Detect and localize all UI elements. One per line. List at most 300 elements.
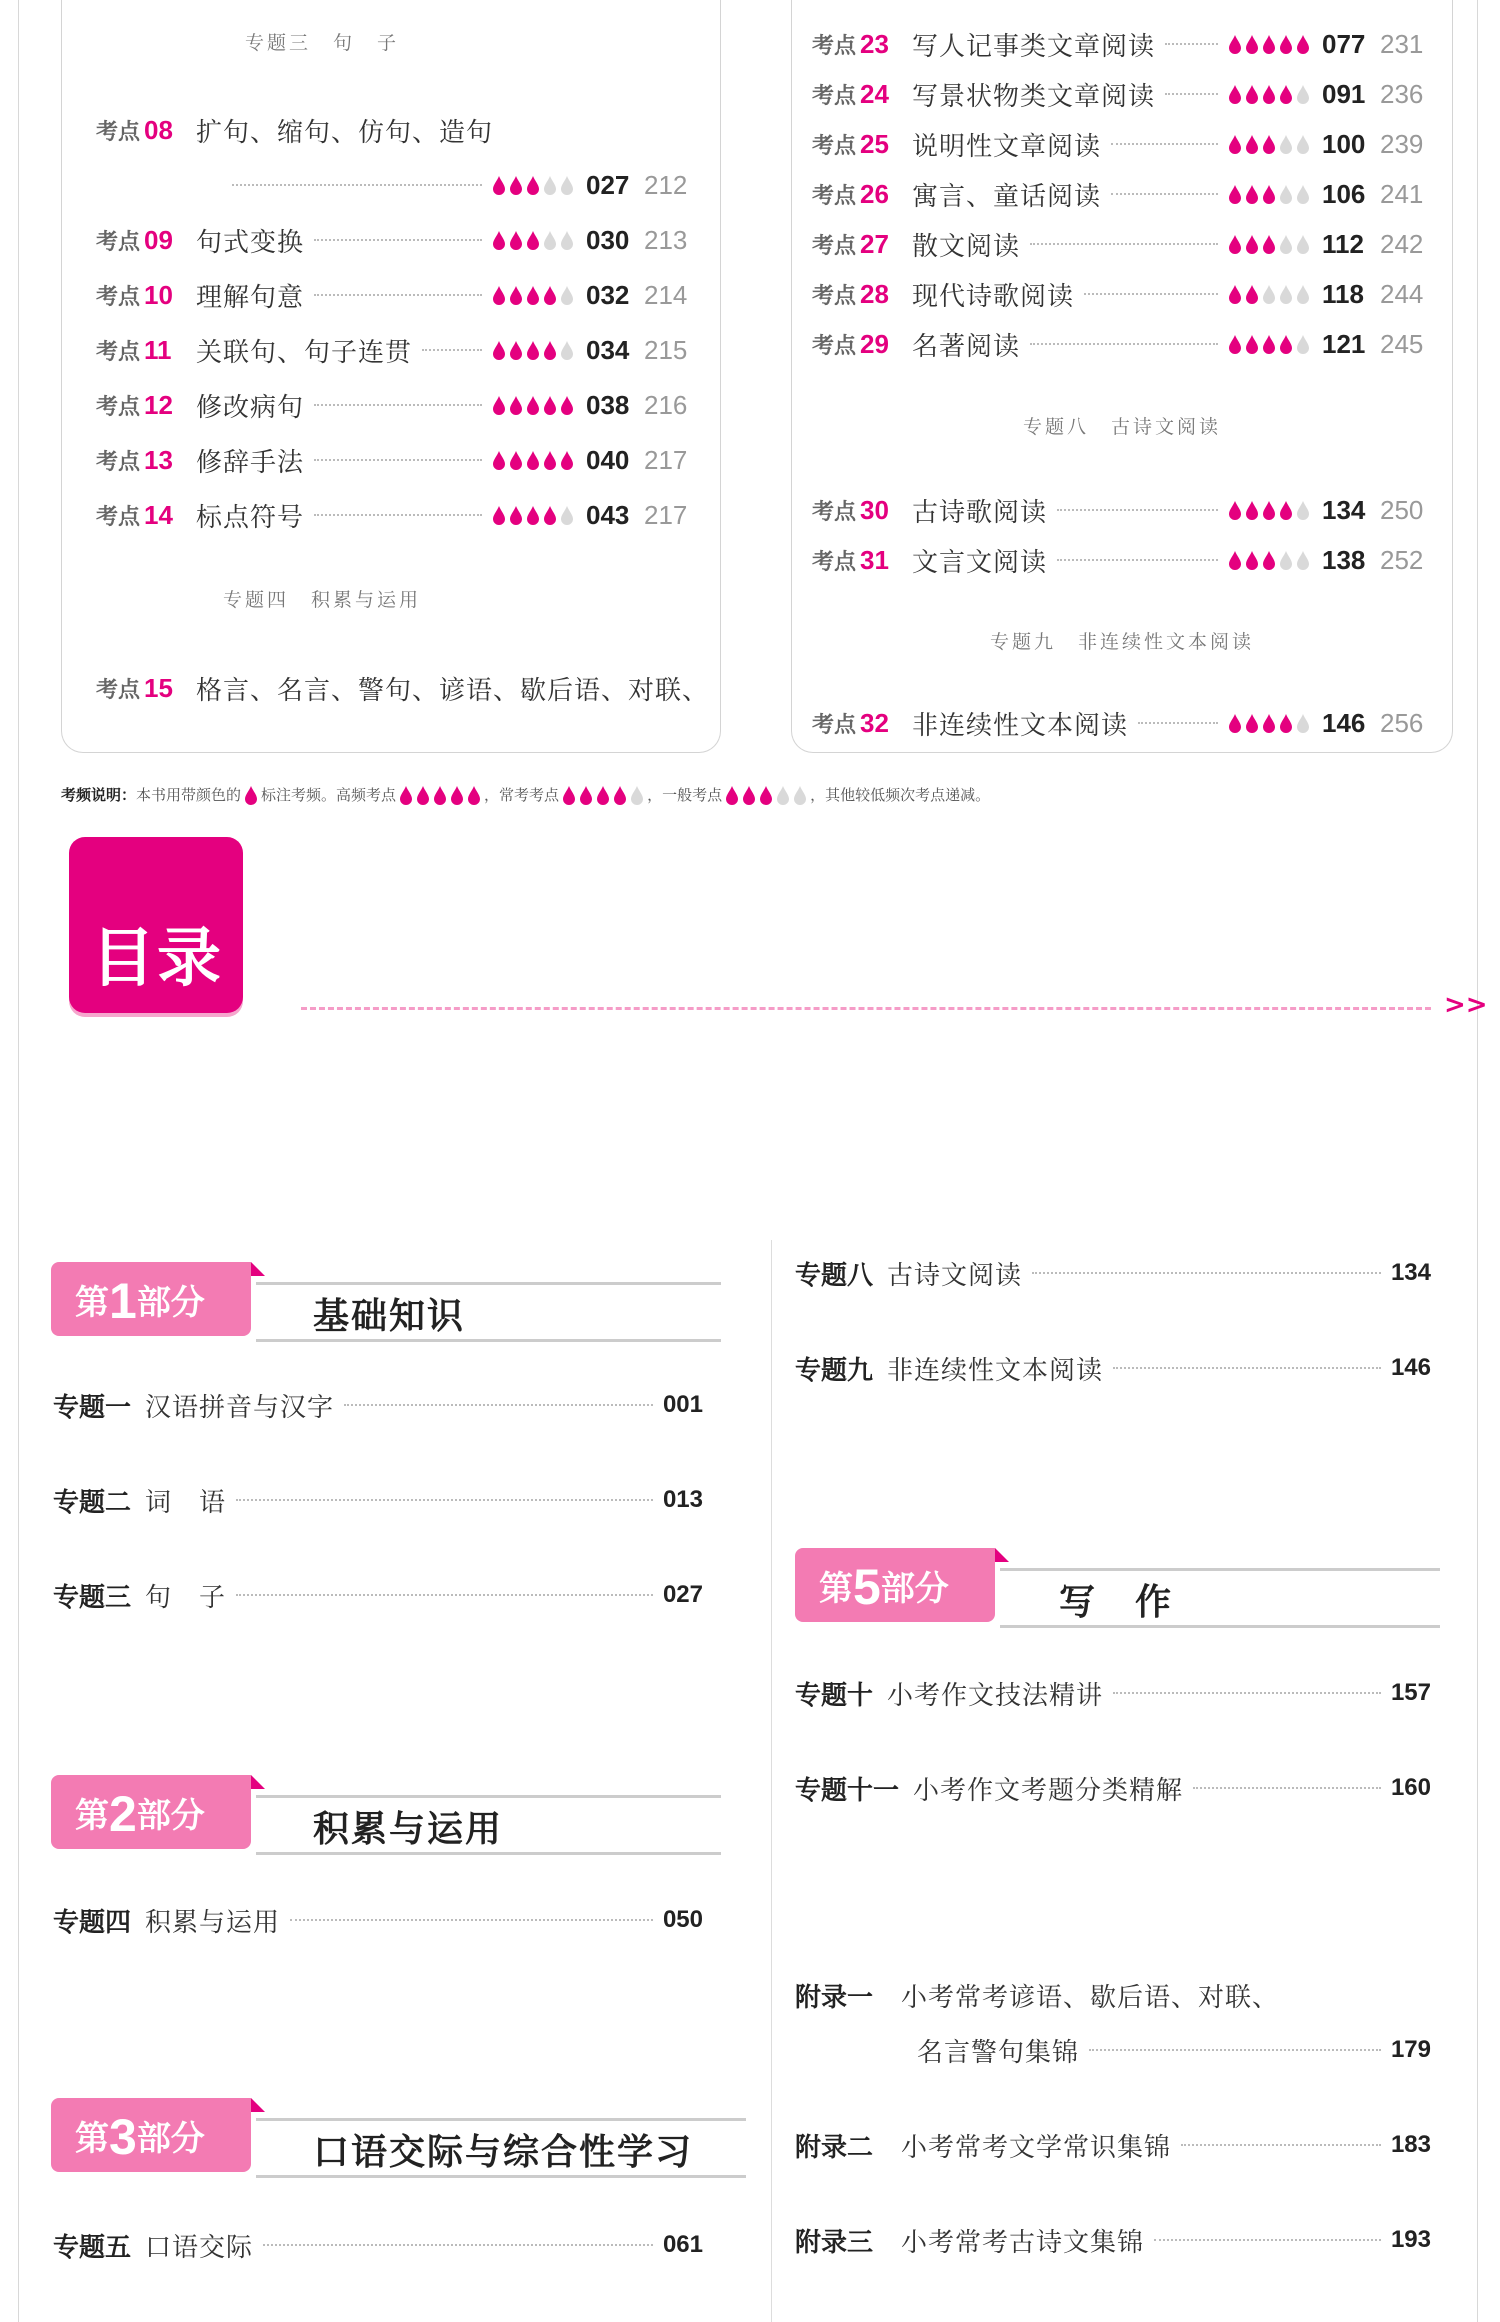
item-name: 名著阅读 [912, 331, 1021, 362]
drop-icon-empty [1296, 550, 1310, 570]
part-tab [51, 2098, 251, 2172]
appendix-name: 名言警句集锦 [917, 2037, 1080, 2068]
toc-entry[interactable] [53, 1900, 703, 1940]
drop-icon-filled [1245, 284, 1259, 304]
drop-icon-filled [526, 230, 540, 250]
appendix-label: 附录一 [795, 1982, 874, 2013]
part-header [51, 2098, 751, 2178]
drop-icon-filled [433, 785, 447, 805]
answer-page-number: 213 [644, 224, 688, 255]
item-number: 09 [144, 224, 173, 255]
drop-icon-filled [450, 785, 464, 805]
legend-label: 考频说明： [61, 786, 137, 804]
item-prefix: 考点 [812, 183, 857, 209]
item-number: 12 [144, 389, 173, 420]
item-name: 修辞手法 [196, 447, 305, 478]
toc-entry[interactable] [795, 1253, 1431, 1293]
list-item[interactable] [812, 490, 1432, 530]
drop-icon-filled [1228, 713, 1242, 733]
part-label: 第5部分 [819, 1559, 949, 1615]
drop-icon-filled [1228, 550, 1242, 570]
tab-corner [251, 1262, 265, 1276]
drop-icon-empty [1296, 84, 1310, 104]
leader-dots [236, 1499, 653, 1501]
page-number: 001 [662, 1391, 703, 1418]
drop-icon-empty [1279, 184, 1293, 204]
page-sheet [18, 0, 1488, 2322]
topic-name: 小考作文考题分类精解 [913, 1775, 1184, 1806]
topic-label: 专题二 [53, 1487, 132, 1518]
appendix-name: 小考常考文学常识集锦 [901, 2132, 1172, 2163]
part-header [795, 1548, 1445, 1628]
item-prefix: 考点 [812, 233, 857, 259]
drop-icon-filled [1228, 334, 1242, 354]
part-tab [795, 1548, 995, 1622]
item-number: 25 [860, 128, 889, 159]
page-number: 121 [1322, 328, 1366, 359]
drop-icon-filled [1245, 234, 1259, 254]
frequency-rating [1228, 184, 1310, 204]
list-item[interactable] [812, 24, 1432, 64]
answer-page-number: 239 [1380, 128, 1424, 159]
drop-icon-filled [509, 450, 523, 470]
list-item[interactable] [812, 274, 1432, 314]
drop-icon-empty [543, 175, 557, 195]
topic-name: 口语交际 [145, 2232, 254, 2263]
drop-icon-filled [543, 450, 557, 470]
toc-entry[interactable] [795, 1673, 1431, 1713]
list-item[interactable] [812, 174, 1432, 214]
drop-icon-empty [793, 785, 807, 805]
toc-entry[interactable] [795, 1975, 1431, 2015]
legend-text: ，常考考点 [484, 786, 560, 804]
topic-name: 句 子 [145, 1582, 227, 1613]
legend-rating-normal [725, 785, 807, 805]
drop-icon-empty [1262, 284, 1276, 304]
frequency-rating [1228, 34, 1310, 54]
drop-icon-empty [1296, 284, 1310, 304]
drop-icon-empty [1296, 500, 1310, 520]
list-item-continued[interactable] [222, 165, 696, 205]
drop-icon-filled [1245, 134, 1259, 154]
item-name: 修改病句 [196, 392, 305, 423]
leader-dots [232, 184, 482, 186]
answer-page-number: 252 [1380, 544, 1424, 575]
drop-icon-filled [526, 340, 540, 360]
list-item[interactable] [96, 275, 696, 315]
list-item[interactable] [812, 540, 1432, 580]
legend-text: ，一般考点 [647, 786, 723, 804]
drop-icon-filled [1245, 550, 1259, 570]
toc-entry[interactable] [795, 2125, 1431, 2165]
drop-icon-empty [1296, 713, 1310, 733]
leader-dots [1154, 2239, 1381, 2241]
drop-icon-filled [492, 175, 506, 195]
leader-dots [1032, 1272, 1381, 1274]
page-number: 030 [586, 224, 630, 255]
frequency-rating [492, 285, 574, 305]
item-number: 24 [860, 78, 889, 109]
item-prefix: 考点 [812, 333, 857, 359]
frequency-rating [1228, 500, 1310, 520]
drop-icon-empty [776, 785, 790, 805]
item-number: 30 [860, 494, 889, 525]
list-item[interactable] [96, 330, 696, 370]
answer-page-number: 256 [1380, 707, 1424, 738]
column-divider [771, 1240, 772, 2322]
frequency-rating [492, 450, 574, 470]
legend-rating-common [562, 785, 644, 805]
drop-icon-filled [1228, 234, 1242, 254]
item-name: 寓言、童话阅读 [912, 181, 1102, 212]
answer-page-number: 217 [644, 499, 688, 530]
drop-icon-filled [526, 285, 540, 305]
part-header [51, 1262, 721, 1342]
leader-dots [1165, 43, 1218, 45]
right-topic-box [791, 0, 1453, 753]
item-prefix: 考点 [96, 229, 141, 255]
topic-name: 词 语 [145, 1487, 227, 1518]
answer-page-number: 241 [1380, 178, 1424, 209]
part-title: 基础知识 [313, 1296, 466, 1337]
answer-page-number: 217 [644, 444, 688, 475]
part-label: 第3部分 [75, 2109, 205, 2165]
page-number: 027 [662, 1581, 703, 1608]
answer-page-number: 250 [1380, 494, 1424, 525]
page-number: 106 [1322, 178, 1366, 209]
item-name: 散文阅读 [912, 231, 1021, 262]
list-item[interactable] [812, 224, 1432, 264]
page-number: 034 [586, 334, 630, 365]
drop-icon-filled [1262, 184, 1276, 204]
toc-entry[interactable] [53, 1385, 703, 1425]
item-name: 扩句、缩句、仿句、造句 [196, 117, 494, 148]
frequency-rating [1228, 84, 1310, 104]
drop-icon-filled [543, 285, 557, 305]
drop-icon-empty [1279, 284, 1293, 304]
drop-icon-filled [1245, 184, 1259, 204]
frequency-rating [1228, 713, 1310, 733]
item-prefix: 考点 [812, 33, 857, 59]
dashed-divider [301, 1007, 1431, 1010]
list-item[interactable] [96, 495, 696, 535]
drop-icon-filled [1228, 184, 1242, 204]
drop-icon-filled [742, 785, 756, 805]
drop-icon-empty [1296, 334, 1310, 354]
item-prefix: 考点 [812, 83, 857, 109]
leader-dots [314, 459, 482, 461]
item-prefix: 考点 [96, 394, 141, 420]
answer-page-number: 216 [644, 389, 688, 420]
item-prefix: 考点 [812, 499, 857, 525]
toc-entry[interactable] [795, 1348, 1431, 1388]
frequency-rating [1228, 550, 1310, 570]
legend-drop-icon [244, 785, 258, 805]
drop-icon-empty [1296, 134, 1310, 154]
page-number: 027 [586, 169, 630, 200]
drop-icon-filled [1228, 34, 1242, 54]
drop-icon-empty [543, 230, 557, 250]
drop-icon-filled [399, 785, 413, 805]
drop-icon-filled [560, 450, 574, 470]
leader-dots [1111, 193, 1218, 195]
frequency-rating [492, 505, 574, 525]
toc-entry-continued[interactable] [917, 2030, 1431, 2070]
page-number: 146 [1322, 707, 1366, 738]
list-item[interactable] [96, 668, 716, 708]
part-title: 写 作 [1059, 1582, 1174, 1623]
item-number: 11 [144, 334, 172, 365]
item-number: 15 [144, 672, 173, 703]
list-item[interactable] [96, 110, 696, 150]
drop-icon-filled [509, 230, 523, 250]
toc-entry[interactable] [53, 1575, 703, 1615]
frequency-rating [492, 395, 574, 415]
frequency-rating [1228, 134, 1310, 154]
section-subhead: 专题九 非连续性文本阅读 [989, 631, 1254, 653]
topic-name: 汉语拼音与汉字 [145, 1392, 335, 1423]
section-subhead: 专题八 古诗文阅读 [1022, 416, 1221, 438]
page-number: 013 [662, 1486, 703, 1513]
drop-icon-filled [509, 395, 523, 415]
toc-entry[interactable] [795, 1768, 1431, 1808]
frequency-rating [1228, 334, 1310, 354]
drop-icon-filled [543, 505, 557, 525]
answer-page-number: 215 [644, 334, 688, 365]
drop-icon-empty [560, 230, 574, 250]
leader-dots [314, 404, 482, 406]
drop-icon-filled [1228, 134, 1242, 154]
section-subhead: 专题三 句 子 [244, 32, 399, 54]
drop-icon-filled [1279, 334, 1293, 354]
topic-label: 专题三 [53, 1582, 132, 1613]
page-number: 043 [586, 499, 630, 530]
frequency-rating [1228, 234, 1310, 254]
drop-icon-filled [492, 285, 506, 305]
item-prefix: 考点 [812, 712, 857, 738]
leader-dots [1113, 1367, 1381, 1369]
list-item[interactable] [96, 220, 696, 260]
page-number: 134 [1390, 1259, 1431, 1286]
list-item[interactable] [812, 324, 1432, 364]
leader-dots [1193, 1787, 1381, 1789]
item-name: 句式变换 [196, 227, 305, 258]
leader-dots [1113, 1692, 1381, 1694]
drop-icon-filled [492, 230, 506, 250]
page-number: 134 [1322, 494, 1366, 525]
page-number: 138 [1322, 544, 1366, 575]
item-prefix: 考点 [96, 119, 141, 145]
item-name: 标点符号 [196, 502, 305, 533]
leader-dots [1084, 293, 1218, 295]
item-number: 10 [144, 279, 173, 310]
item-prefix: 考点 [812, 549, 857, 575]
page-number: 040 [586, 444, 630, 475]
item-number: 26 [860, 178, 889, 209]
drop-icon-filled [759, 785, 773, 805]
list-item[interactable] [812, 703, 1432, 743]
page-number: 118 [1322, 278, 1364, 309]
double-arrow-icon: >> [1444, 990, 1488, 1020]
legend-text: 标注考频。高频考点 [261, 786, 397, 804]
leader-dots [236, 1594, 653, 1596]
leader-dots [1138, 722, 1218, 724]
drop-icon-filled [543, 340, 557, 360]
drop-icon-filled [1279, 500, 1293, 520]
topic-label: 专题十一 [795, 1775, 900, 1806]
topic-label: 专题五 [53, 2232, 132, 2263]
drop-icon-filled [596, 785, 610, 805]
drop-icon-empty [1279, 134, 1293, 154]
page-number: 077 [1322, 28, 1366, 59]
appendix-label: 附录二 [795, 2132, 874, 2163]
leader-dots [263, 2244, 653, 2246]
page-number: 179 [1390, 2036, 1431, 2063]
list-item[interactable] [96, 440, 696, 480]
item-number: 23 [860, 28, 889, 59]
item-prefix: 考点 [96, 504, 141, 530]
item-prefix: 考点 [812, 133, 857, 159]
topic-label: 专题八 [795, 1260, 874, 1291]
item-prefix: 考点 [96, 339, 141, 365]
page-number: 157 [1390, 1679, 1431, 1706]
section-subhead: 专题四 积累与运用 [222, 589, 421, 611]
frequency-legend [61, 784, 990, 805]
drop-icon-filled [1245, 84, 1259, 104]
page-number: 160 [1390, 1774, 1431, 1801]
drop-icon-filled [244, 785, 258, 805]
drop-icon-filled [1262, 234, 1276, 254]
frequency-rating [492, 230, 574, 250]
leader-dots [1057, 559, 1218, 561]
item-prefix: 考点 [96, 449, 141, 475]
answer-page-number: 244 [1380, 278, 1424, 309]
drop-icon-filled [1262, 84, 1276, 104]
legend-rating-high [399, 785, 481, 805]
item-number: 32 [860, 707, 889, 738]
item-prefix: 考点 [96, 677, 141, 703]
item-name: 理解句意 [196, 282, 305, 313]
item-prefix: 考点 [812, 283, 857, 309]
contents-badge [69, 837, 243, 1013]
drop-icon-filled [1228, 500, 1242, 520]
leader-dots [1181, 2144, 1381, 2146]
leader-dots [1165, 93, 1218, 95]
drop-icon-filled [1262, 334, 1276, 354]
page-number: 100 [1322, 128, 1366, 159]
legend-text: ，其他较低频次考点递减。 [810, 786, 991, 804]
leader-dots [1030, 343, 1218, 345]
item-number: 29 [860, 328, 889, 359]
topic-name: 积累与运用 [145, 1907, 281, 1938]
leader-dots [314, 514, 482, 516]
drop-icon-filled [725, 785, 739, 805]
drop-icon-filled [1245, 500, 1259, 520]
drop-icon-filled [492, 395, 506, 415]
topic-name: 古诗文阅读 [887, 1260, 1023, 1291]
drop-icon-filled [467, 785, 481, 805]
drop-icon-filled [1262, 134, 1276, 154]
drop-icon-filled [526, 395, 540, 415]
leader-dots [1111, 143, 1218, 145]
toc-entry[interactable] [53, 1480, 703, 1520]
drop-icon-filled [492, 505, 506, 525]
item-name: 非连续性文本阅读 [912, 710, 1129, 741]
drop-icon-filled [1245, 713, 1259, 733]
page-number: 050 [662, 1906, 703, 1933]
part-title: 积累与运用 [313, 1809, 504, 1850]
drop-icon-filled [1262, 713, 1276, 733]
topic-label: 专题十 [795, 1680, 874, 1711]
topic-label: 专题九 [795, 1355, 874, 1386]
toc-entry[interactable] [53, 2225, 703, 2265]
answer-page-number: 214 [644, 279, 688, 310]
answer-page-number: 245 [1380, 328, 1424, 359]
drop-icon-empty [560, 505, 574, 525]
item-name: 现代诗歌阅读 [912, 281, 1075, 312]
item-number: 27 [860, 228, 889, 259]
drop-icon-filled [1279, 713, 1293, 733]
tab-corner [251, 1775, 265, 1789]
drop-icon-filled [416, 785, 430, 805]
list-item[interactable] [812, 74, 1432, 114]
answer-page-number: 212 [644, 169, 688, 200]
drop-icon-filled [509, 505, 523, 525]
leader-dots [422, 349, 482, 351]
drop-icon-filled [543, 395, 557, 415]
tab-corner [995, 1548, 1009, 1562]
item-name: 文言文阅读 [912, 547, 1048, 578]
legend-text: 本书用带颜色的 [136, 786, 242, 804]
list-item[interactable] [812, 124, 1432, 164]
drop-icon-empty [1296, 234, 1310, 254]
drop-icon-filled [1245, 334, 1259, 354]
drop-icon-empty [630, 785, 644, 805]
part-label: 第1部分 [75, 1273, 205, 1329]
leader-dots [344, 1404, 653, 1406]
part-label: 第2部分 [75, 1786, 205, 1842]
answer-page-number: 242 [1380, 228, 1424, 259]
leader-dots [1030, 243, 1218, 245]
drop-icon-filled [509, 340, 523, 360]
frequency-rating [1228, 284, 1310, 304]
item-number: 28 [860, 278, 889, 309]
page-number: 091 [1322, 78, 1366, 109]
leader-dots [314, 294, 482, 296]
toc-entry[interactable] [795, 2220, 1431, 2260]
list-item[interactable] [96, 385, 696, 425]
page-number: 146 [1390, 1354, 1431, 1381]
item-name: 格言、名言、警句、谚语、歇后语、对联、 [196, 675, 710, 706]
part-tab [51, 1775, 251, 1849]
drop-icon-empty [1279, 550, 1293, 570]
item-number: 08 [144, 114, 173, 145]
drop-icon-filled [509, 175, 523, 195]
item-number: 31 [860, 544, 889, 575]
drop-icon-filled [492, 340, 506, 360]
leader-dots [1089, 2049, 1381, 2051]
item-name: 关联句、句子连贯 [196, 337, 413, 368]
drop-icon-filled [1245, 34, 1259, 54]
page-number: 183 [1390, 2131, 1431, 2158]
drop-icon-empty [1279, 234, 1293, 254]
tab-corner [251, 2098, 265, 2112]
appendix-label: 附录三 [795, 2227, 874, 2258]
page-number: 038 [586, 389, 630, 420]
item-name: 古诗歌阅读 [912, 497, 1048, 528]
item-prefix: 考点 [96, 284, 141, 310]
page-number: 061 [662, 2231, 703, 2258]
